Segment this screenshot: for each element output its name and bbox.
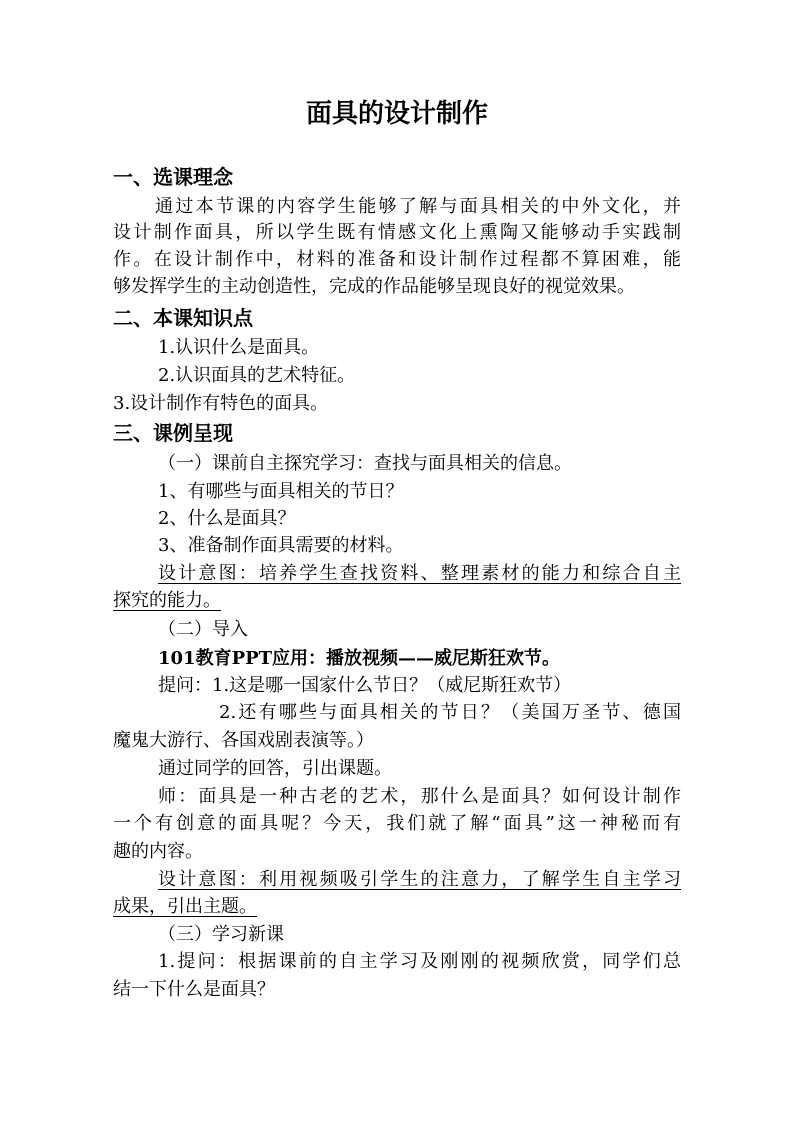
question-item: 3、准备制作面具需要的材料。 xyxy=(158,535,404,556)
design-intent: 探究的能力。 xyxy=(113,590,221,611)
paragraph-line: 设计制作面具，所以学生既有情感文化上熏陶又能够动手实践制 xyxy=(113,222,681,243)
document-title: 面具的设计制作 xyxy=(305,99,488,129)
paragraph-line: 趣的内容。 xyxy=(113,841,203,862)
question-item: 2、什么是面具？ xyxy=(158,508,296,529)
question-item: 1、有哪些与面具相关的节日？ xyxy=(158,481,404,502)
paragraph-line: 一个有创意的面具呢？今天，我们就了解“面具”这一神秘而有 xyxy=(113,813,681,834)
app-video-line: 101教育PPT应用：播放视频——威尼斯狂欢节。 xyxy=(158,648,561,669)
design-intent: 设计意图：利用视频吸引学生的注意力，了解学生自主学习 xyxy=(158,869,681,890)
paragraph-line: 师：面具是一种古老的艺术，那什么是面具？如何设计制作 xyxy=(158,786,681,807)
list-item: 2.认识面具的艺术特征。 xyxy=(158,365,356,386)
question-item: 结一下什么是面具？ xyxy=(113,979,275,1000)
paragraph-line: 通过本节课的内容学生能够了解与面具相关的中外文化，并 xyxy=(155,196,681,217)
subsection-title: （三）学习新课 xyxy=(158,924,284,945)
paragraph-line: 够发挥学生的主动创造性，完成的作品能够呈现良好的视觉效果。 xyxy=(113,276,635,297)
section-heading-concept: 一、选课理念 xyxy=(113,165,233,189)
subsection-title: （一）课前自主探究学习：查找与面具相关的信息。 xyxy=(158,453,572,474)
paragraph-line: 作。在设计制作中，材料的准备和设计制作过程都不算困难，能 xyxy=(113,249,681,270)
paragraph-line: 通过同学的回答，引出课题。 xyxy=(158,758,392,779)
question-item: 2.还有哪些与面具相关的节日？（美国万圣节、德国 xyxy=(219,702,681,723)
section-heading-knowledge: 二、本课知识点 xyxy=(113,306,253,330)
list-item: 3.设计制作有特色的面具。 xyxy=(113,393,329,414)
question-item: 提问：1.这是哪一国家什么节日？（威尼斯狂欢节） xyxy=(158,675,572,696)
subsection-title: （二）导入 xyxy=(158,619,248,640)
list-item: 1.认识什么是面具。 xyxy=(158,337,320,358)
question-item: 1.提问：根据课前的自主学习及刚刚的视频欣赏，同学们总 xyxy=(158,951,681,972)
section-heading-lesson: 三、课例呈现 xyxy=(113,421,233,445)
design-intent: 设计意图：培养学生查找资料、整理素材的能力和综合自主 xyxy=(158,563,681,584)
question-item: 魔鬼大游行、各国戏剧表演等。） xyxy=(113,730,374,751)
design-intent: 成果，引出主题。 xyxy=(113,896,257,917)
